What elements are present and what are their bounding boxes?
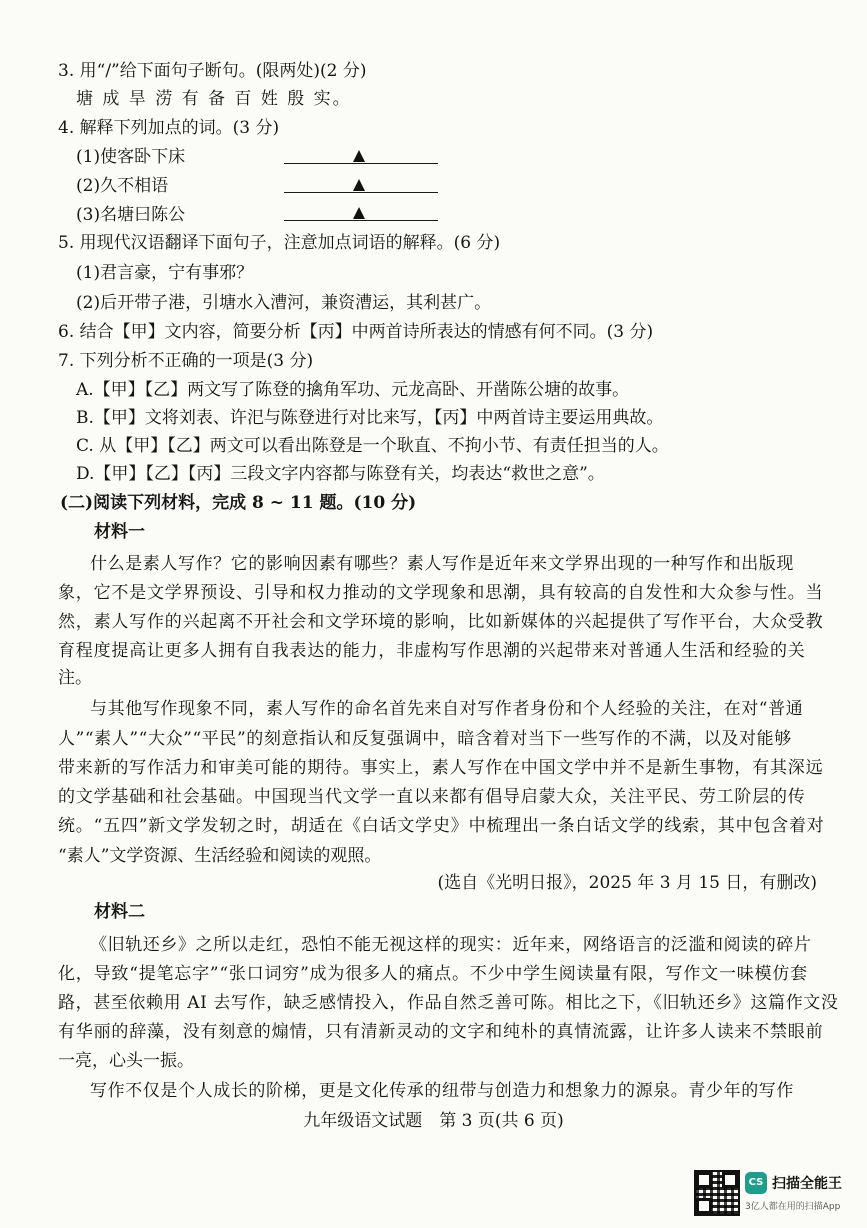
- q4-item-1: (1)使客卧下床: [76, 147, 186, 167]
- material1-line: 注。: [58, 668, 92, 688]
- q4-item-2: (2)久不相语: [76, 176, 169, 196]
- material2-line: 《旧轨还乡》之所以走红，恐怕不能无视这样的现实：近年来，网络语言的泛滥和阅读的碎片: [90, 935, 812, 955]
- answer-blank-1: [284, 163, 438, 164]
- material1-line: 与其他写作现象不同，素人写作的命名首先来自对写作者身份和个人经验的关注，在对“普通: [90, 699, 804, 719]
- q7-option-a: A.【甲】【乙】两文写了陈登的擒角军功、元龙高卧、开凿陈公塘的故事。: [76, 380, 630, 400]
- q7-option-c: C. 从【甲】【乙】两文可以看出陈登是一个耿直、不拘小节、有责任担当的人。: [76, 436, 669, 456]
- material2-line: 化，导致“提笔忘字”“张口词穷”成为很多人的痛点。不少中学生阅读量有限，写作文一味模仿套: [58, 964, 808, 984]
- q5-item-1: (1)君言豪，宁有事邪？: [76, 263, 254, 283]
- scanner-app-tagline: 3亿人都在用的扫描App: [745, 1202, 841, 1212]
- material1-line: 人”“素人”“大众”“平民”的刻意指认和反复强调中，暗含着对当下一些写作的不满，以及对能够: [58, 729, 792, 749]
- material2-line: 路，甚至依赖用 AI 去写作，缺乏感情投入，作品自然乏善可陈。相比之下，《旧轨还乡》这篇作文没: [58, 993, 839, 1013]
- material2-line: 一亮，心头一振。: [58, 1051, 194, 1071]
- q6-title: 6. 结合【甲】文内容，简要分析【丙】中两首诗所表达的情感有何不同。(3 分): [58, 322, 654, 342]
- answer-marker-triangle-icon: [353, 150, 365, 162]
- material1-line: 象，它不是文学界预设、引导和权力推动的文学现象和思潮，具有较高的自发性和大众参与性。当: [58, 583, 824, 603]
- qr-code-icon: [694, 1170, 740, 1216]
- q7-option-b: B.【甲】文将刘表、许汜与陈登进行对比来写，【丙】中两首诗主要运用典故。: [76, 408, 664, 428]
- material1-line: “素人”文学资源、生活经验和阅读的观照。: [58, 846, 382, 866]
- answer-blank-3: [284, 220, 438, 221]
- q4-item-3: (3)名塘曰陈公: [76, 205, 186, 225]
- material1-line: 的文学基础和社会基础。中国现当代文学一直以来都有倡导启蒙大众，关注平民、劳工阶层的传: [58, 787, 806, 807]
- material1-line: 什么是素人写作？它的影响因素有哪些？素人写作是近年来文学界出现的一种写作和出版现: [90, 554, 794, 574]
- page-footer: 九年级语文试题 第 3 页(共 6 页): [303, 1111, 564, 1131]
- section2-title: (二)阅读下列材料，完成 8 ~ 11 题。(10 分): [60, 493, 417, 513]
- camscanner-logo-icon: CS: [745, 1172, 767, 1194]
- q3-title: 3. 用“/”给下面句子断句。(限两处)(2 分): [58, 61, 367, 81]
- material2-line: 有华丽的辞藻，没有刻意的煽情，只有清新灵动的文字和纯朴的真情流露，让许多人读来不禁眼前: [58, 1022, 824, 1042]
- answer-marker-triangle-icon: [353, 179, 365, 191]
- scanner-app-name: 扫描全能王: [772, 1176, 842, 1192]
- q4-title: 4. 解释下列加点的词。(3 分): [58, 118, 280, 138]
- material1-title: 材料一: [94, 522, 145, 542]
- q7-option-d: D.【甲】【乙】【丙】三段文字内容都与陈登有关，均表达“救世之意”。: [76, 464, 605, 484]
- q5-item-2: (2)后开带子港，引塘水入漕河，兼资漕运，其利甚广。: [76, 293, 492, 313]
- answer-marker-triangle-icon: [353, 207, 365, 219]
- q3-sentence: 塘 成 旱 涝 有 备 百 姓 殷 实。: [76, 89, 352, 109]
- q5-title: 5. 用现代汉语翻译下面句子，注意加点词语的解释。(6 分): [58, 233, 501, 253]
- material1-line: 育程度提高让更多人拥有自我表达的能力，非虚构写作思潮的兴起带来对普通人生活和经验的关: [58, 641, 806, 661]
- material2-title: 材料二: [94, 902, 145, 922]
- q7-title: 7. 下列分析不正确的一项是(3 分): [58, 351, 314, 371]
- material1-line: 统。“五四”新文学发轫之时，胡适在《白话文学史》中梳理出一条白话文学的线索，其中包含着对: [58, 816, 825, 836]
- material1-line: 带来新的写作活力和审美可能的期待。事实上，素人写作在中国文学中并不是新生事物，有其深远: [58, 758, 824, 778]
- material1-line: 然，素人写作的兴起离不开社会和文学环境的影响，比如新媒体的兴起提供了写作平台，大众受教: [58, 612, 824, 632]
- material1-source: (选自《光明日报》，2025 年 3 月 15 日，有删改): [437, 873, 817, 893]
- answer-blank-2: [284, 192, 438, 193]
- material2-line: 写作不仅是个人成长的阶梯，更是文化传承的纽带与创造力和想象力的源泉。青少年的写作: [90, 1081, 794, 1101]
